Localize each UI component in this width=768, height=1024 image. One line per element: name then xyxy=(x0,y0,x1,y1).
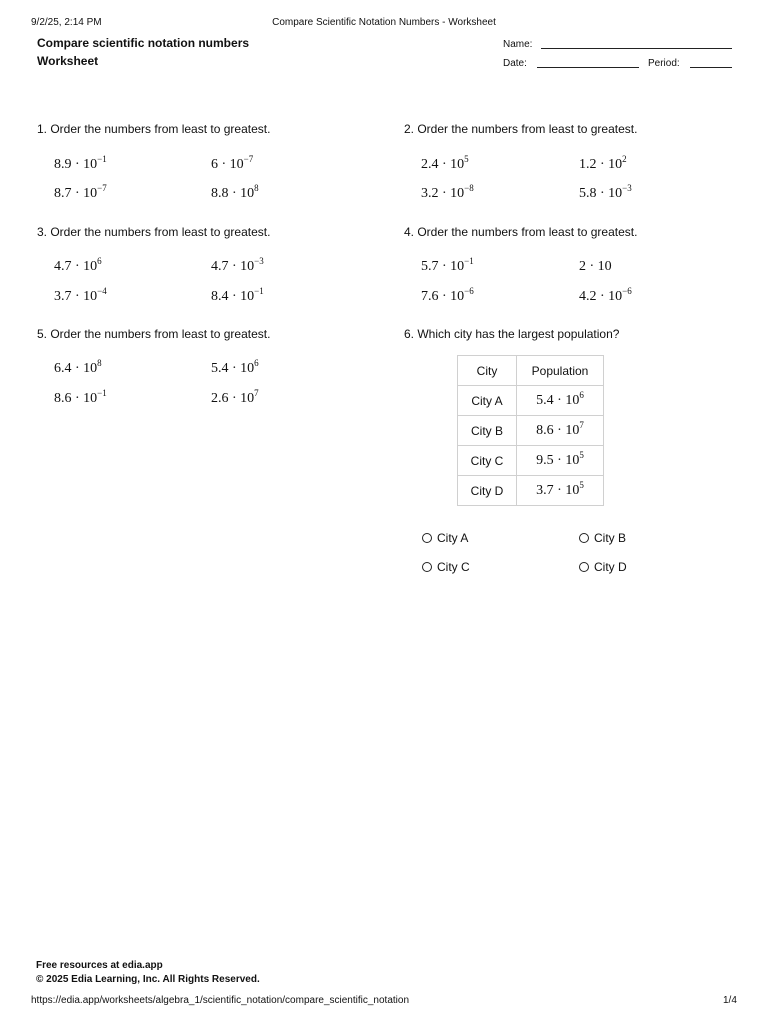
print-url: https://edia.app/worksheets/algebra_1/scientific_notation/compare_scientific_notation xyxy=(31,995,410,1006)
number-item: $8.9 \cdot 10^{-1}$ xyxy=(54,154,107,172)
name-label: Name: xyxy=(503,39,533,50)
option-label: City A xyxy=(437,531,469,545)
option-label: City C xyxy=(437,560,470,574)
name-field[interactable] xyxy=(541,48,732,49)
date-label: Date: xyxy=(503,58,527,69)
period-field[interactable] xyxy=(690,67,732,68)
worksheet-title xyxy=(37,34,249,70)
problem-3-prompt: 3. Order the numbers from least to greatest. xyxy=(37,225,271,239)
city-cell: City A xyxy=(458,386,517,416)
number-item: $3.2 \cdot 10^{-8}$ xyxy=(421,183,474,201)
option-city-a[interactable] xyxy=(422,531,468,545)
print-page-title: Compare Scientific Notation Numbers - Worksheet xyxy=(272,17,496,28)
option-city-d[interactable] xyxy=(579,560,627,574)
option-label: City D xyxy=(594,560,627,574)
number-item: $4.2 \cdot 10^{-6}$ xyxy=(579,286,632,304)
column-header-population: Population xyxy=(517,356,604,386)
table-row xyxy=(458,476,604,506)
radio-button[interactable] xyxy=(422,533,432,543)
number-item: $7.6 \cdot 10^{-6}$ xyxy=(421,286,474,304)
number-item: $4.7 \cdot 10^{-3}$ xyxy=(211,256,264,274)
number-item: $8.4 \cdot 10^{-1}$ xyxy=(211,286,264,304)
table-row xyxy=(458,446,604,476)
number-item: $5.8 \cdot 10^{-3}$ xyxy=(579,183,632,201)
table-header-row xyxy=(458,356,604,386)
number-item: $8.6 \cdot 10^{-1}$ xyxy=(54,388,107,406)
footer-resources: Free resources at edia.app xyxy=(36,960,163,971)
number-item: $5.7 \cdot 10^{-1}$ xyxy=(421,256,474,274)
worksheet-title-line1: Compare scientific notation numbers xyxy=(37,36,250,50)
number-item: 2 · 10 xyxy=(579,259,612,274)
problem-5-prompt: 5. Order the numbers from least to greatest. xyxy=(37,327,271,341)
number-item: $8.8 \cdot 10^8$ xyxy=(211,183,259,201)
table-row xyxy=(458,386,604,416)
problem-prompt: 1. Order the numbers from least to greatest. xyxy=(37,122,271,136)
period-label: Period: xyxy=(648,58,680,69)
column-header-city: City xyxy=(458,356,517,386)
footer-copyright: © 2025 Edia Learning, Inc. All Rights Reserved. xyxy=(36,974,260,985)
number-item: $4.7 \cdot 10^6$ xyxy=(54,256,102,274)
number-item: $3.7 \cdot 10^{-4}$ xyxy=(54,286,107,304)
number-item: $1.2 \cdot 10^2$ xyxy=(579,154,627,172)
population-cell: $3.7 \cdot 10^5$ xyxy=(517,476,604,506)
problem-2-prompt: 2. Order the numbers from least to greatest. xyxy=(404,122,638,136)
question-6-prompt: 6. Which city has the largest population? xyxy=(404,327,620,341)
radio-button[interactable] xyxy=(579,533,589,543)
city-cell: City D xyxy=(458,476,517,506)
problem-4-prompt: 4. Order the numbers from least to greatest. xyxy=(404,225,638,239)
number-item: $6 \cdot 10^{-7}$ xyxy=(211,154,254,172)
number-item: $2.4 \cdot 10^5$ xyxy=(421,154,469,172)
population-cell: $8.6 \cdot 10^7$ xyxy=(517,416,604,446)
radio-button[interactable] xyxy=(579,562,589,572)
date-field[interactable] xyxy=(537,67,639,68)
table-row xyxy=(458,416,604,446)
print-datetime: 9/2/25, 2:14 PM xyxy=(31,17,102,28)
problem-1 xyxy=(37,122,377,136)
option-city-c[interactable] xyxy=(422,560,470,574)
radio-button[interactable] xyxy=(422,562,432,572)
option-label: City B xyxy=(594,531,627,545)
population-cell: $5.4 \cdot 10^6$ xyxy=(517,386,604,416)
population-cell: $9.5 \cdot 10^5$ xyxy=(517,446,604,476)
option-city-b[interactable] xyxy=(579,531,626,545)
city-cell: City B xyxy=(458,416,517,446)
city-cell: City C xyxy=(458,446,517,476)
population-table xyxy=(457,355,604,506)
number-item: $6.4 \cdot 10^8$ xyxy=(54,358,102,376)
print-page-number: 1/4 xyxy=(723,995,737,1006)
number-item: $5.4 \cdot 10^6$ xyxy=(211,358,259,376)
number-item: $8.7 \cdot 10^{-7}$ xyxy=(54,183,107,201)
number-item: $2.6 \cdot 10^7$ xyxy=(211,388,259,406)
worksheet-title-line2: Worksheet xyxy=(37,54,99,68)
